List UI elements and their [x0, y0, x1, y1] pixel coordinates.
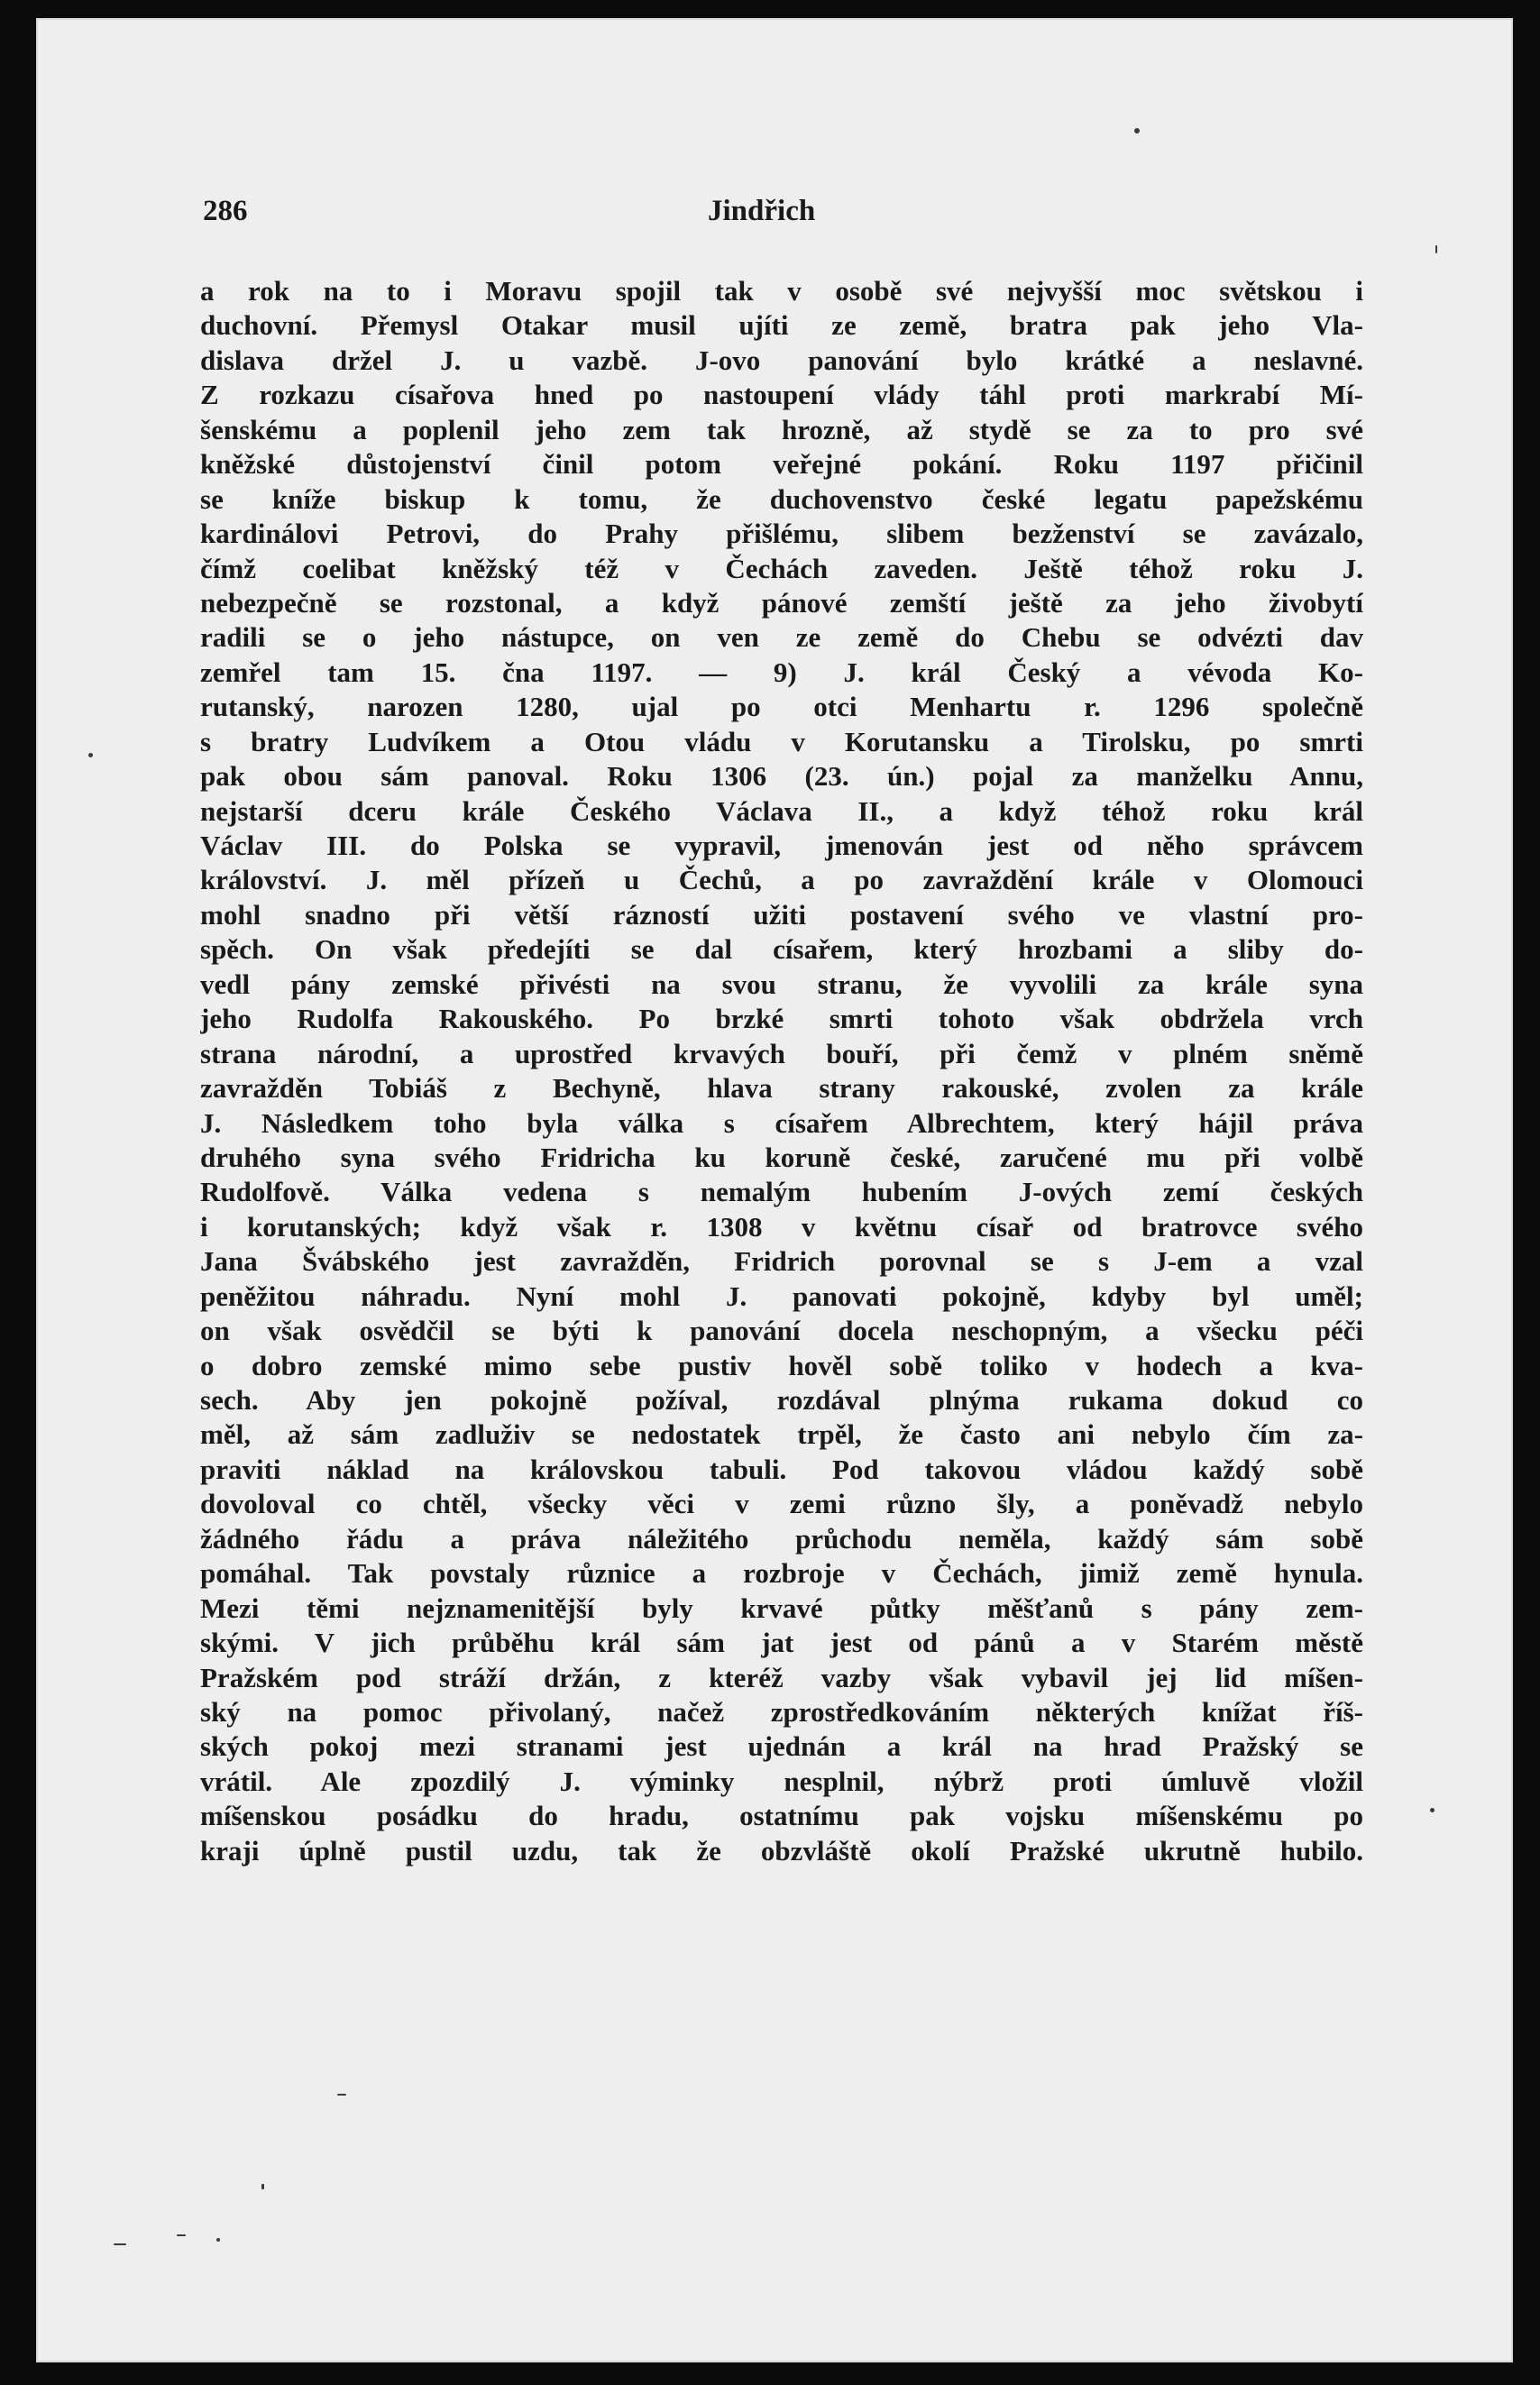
text-line: nebezpečně se rozstonal, a když pánové zemští ještě za jeho živobytí: [200, 586, 1363, 619]
scan-speck: [261, 2184, 264, 2189]
text-line: kardinálovi Petrovi, do Prahy přišlému, slibem bezženství se zavázalo,: [200, 518, 1363, 550]
scan-speck: [337, 2094, 346, 2096]
text-line: Z rozkazu císařova hned po nastoupení vlády táhl proti markrabí Mí-: [200, 379, 1363, 411]
text-line: kraji úplně pustil uzdu, tak že obzvláště okolí Pražské ukrutně hubilo.: [200, 1834, 1363, 1867]
text-line: skými. V jich průběhu král sám jat jest od pánů a v Starém městě: [200, 1627, 1363, 1659]
scan-speck: [1430, 1808, 1435, 1812]
text-line: čímž coelibat kněžský též v Čechách zaveden. Ještě téhož roku J.: [200, 552, 1363, 584]
text-line: duchovní. Přemysl Otakar musil ujíti ze země, bratra pak jeho Vla-: [200, 309, 1363, 342]
scan-speck: [216, 2238, 220, 2242]
text-line: ský na pomoc přivolaný, načež zprostředkováním některých knížat říš-: [200, 1695, 1363, 1728]
text-line: druhého syna svého Fridricha ku koruně české, zaručené mu při volbě: [200, 1141, 1363, 1173]
text-line: Rudolfově. Válka vedena s nemalým hubením J-ových zemí českých: [200, 1176, 1363, 1208]
text-line: i korutanských; když však r. 1308 v květnu císař od bratrovce svého: [200, 1210, 1363, 1243]
text-line: spěch. On však předejíti se dal císařem, který hrozbami a sliby do-: [200, 933, 1363, 966]
text-line: vrátil. Ale zpozdilý J. výminky nesplnil, nýbrž proti úmluvě vložil: [200, 1765, 1363, 1797]
text-line: praviti náklad na královskou tabuli. Pod takovou vládou každý sobě: [200, 1453, 1363, 1485]
text-line: se kníže biskup k tomu, že duchovenstvo české legatu papežskému: [200, 482, 1363, 515]
text-line: Mezi těmi nejznamenitější byly krvavé půtky měšťanů s pány zem-: [200, 1592, 1363, 1624]
text-line: radili se o jeho nástupce, on ven ze země do Chebu se odvézti dav: [200, 621, 1363, 654]
text-line: J. Následkem toho byla válka s císařem Albrechtem, který hájil práva: [200, 1106, 1363, 1139]
text-line: peněžitou náhradu. Nyní mohl J. panovati pokojně, kdyby byl uměl;: [200, 1280, 1363, 1312]
text-line: sech. Aby jen pokojně požíval, rozdával plnýma rukama dokud co: [200, 1384, 1363, 1416]
text-line: jeho Rudolfa Rakouského. Po brzké smrti tohoto však obdržela vrch: [200, 1003, 1363, 1035]
scan-speck: [1435, 245, 1437, 253]
text-line: strana národní, a uprostřed krvavých bouří, při čemž v plném sněmě: [200, 1037, 1363, 1069]
page-number: 286: [203, 195, 248, 227]
text-line: Jana Švábského jest zavražděn, Fridrich porovnal se s J-em a vzal: [200, 1245, 1363, 1278]
scan-speck: [177, 2234, 186, 2236]
text-line: měl, až sám zadluživ se nedostatek trpěl, že často ani nebylo čím za-: [200, 1418, 1363, 1451]
text-line: zavražděn Tobiáš z Bechyně, hlava strany rakouské, zvolen za krále: [200, 1072, 1363, 1105]
scan-speck: [114, 2243, 126, 2245]
text-line: Pražském pod stráží držán, z kteréž vazby však vybavil jej lid míšen-: [200, 1661, 1363, 1693]
text-line: šenskému a poplenil jeho zem tak hrozně, až stydě se za to pro své: [200, 413, 1363, 445]
page-header: [203, 195, 1375, 234]
text-line: rutanský, narozen 1280, ujal po otci Menhartu r. 1296 společně: [200, 691, 1363, 723]
running-head: Jindřich: [708, 195, 816, 227]
text-line: nejstarší dceru krále Českého Václava II., a když téhož roku král: [200, 794, 1363, 827]
text-line: dovoloval co chtěl, všecky věci v zemi různo šly, a poněvadž nebylo: [200, 1488, 1363, 1520]
scan-speck: [1134, 128, 1140, 133]
text-line: s bratry Ludvíkem a Otou vládu v Korutansku a Tirolsku, po smrti: [200, 725, 1363, 757]
text-line: a rok na to i Moravu spojil tak v osobě své nejvyšší moc světskou i: [200, 275, 1363, 307]
text-line: o dobro zemské mimo sebe pustiv hověl sobě toliko v hodech a kva-: [200, 1349, 1363, 1381]
text-line: dislava držel J. u vazbě. J-ovo panování bylo krátké a neslavné.: [200, 344, 1363, 376]
text-line: pak obou sám panoval. Roku 1306 (23. ún.) pojal za manželku Annu,: [200, 760, 1363, 793]
text-line: kněžské důstojenství činil potom veřejné pokání. Roku 1197 přičinil: [200, 448, 1363, 481]
scan-speck: [88, 753, 93, 757]
text-line: Václav III. do Polska se vypravil, jmenován jest od něho správcem: [200, 830, 1363, 861]
text-line: míšenskou posádku do hradu, ostatnímu pak vojsku míšenskému po: [200, 1800, 1363, 1832]
article-text: [200, 274, 1363, 1868]
text-line: ských pokoj mezi stranami jest ujednán a král na hrad Pražský se: [200, 1730, 1363, 1763]
text-line: vedl pány zemské přivésti na svou stranu, že vyvolili za krále syna: [200, 968, 1363, 1000]
text-line: zemřel tam 15. čna 1197. — 9) J. král Český a vévoda Ko-: [200, 656, 1363, 688]
text-line: on však osvědčil se býti k panování docela neschopným, a všecku péči: [200, 1315, 1363, 1347]
book-page: [36, 18, 1513, 2362]
text-line: žádného řádu a práva náležitého průchodu neměla, každý sám sobě: [200, 1522, 1363, 1555]
text-line: mohl snadno při větší rázností užiti postavení svého ve vlastní pro-: [200, 898, 1363, 931]
text-line: pomáhal. Tak povstaly různice a rozbroje v Čechách, jimiž země hynula.: [200, 1557, 1363, 1590]
text-line: království. J. měl přízeň u Čechů, a po zavraždění krále v Olomouci: [200, 864, 1363, 896]
